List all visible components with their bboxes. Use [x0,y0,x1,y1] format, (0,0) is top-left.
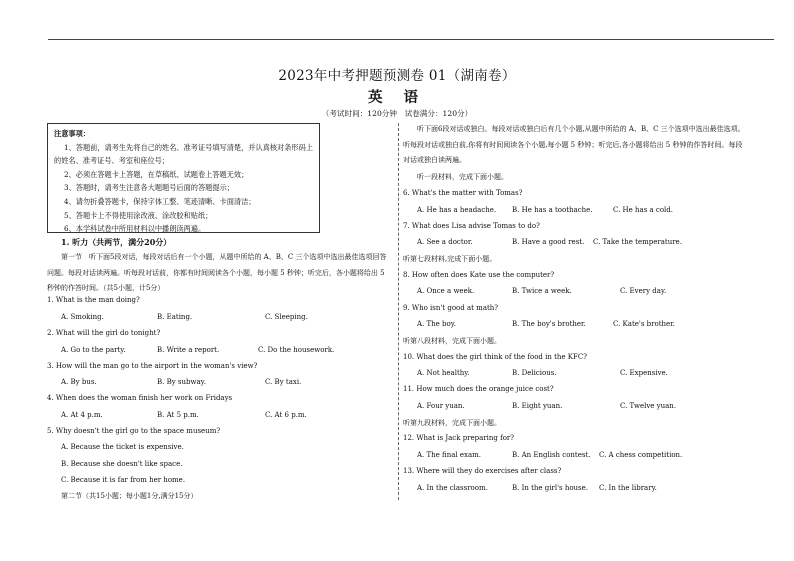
material-heading: 听第八段材料，完成下面小题。 [403,337,501,345]
question: 13. Where will they do exercises after class? [403,467,562,475]
question: 9. Who isn't good at math? [403,304,499,312]
question: 4. When does the woman finish her work on Fridays [47,394,233,402]
option-c: C. Do the housework. [258,346,335,354]
subject-title: 英 语 [367,89,427,106]
right-intro: 听下面6段对话或独白。每段对话或独白后有几个小题,从题中所给的 A、B、C 三个选项中选出最佳选项。听每段对话或独白前,你将有时间阅读各个小题,每小题 5 秒钟；听完后,各小题将给出 5 秒钟的作答时间。每段对话或独白读两遍。 [403,125,745,164]
option-c: C. Twelve yuan. [620,402,677,410]
option-c: C. Sleeping. [265,313,308,321]
notice-item: 6、本学科试卷中所用材料以中播朗读两遍。 [64,224,206,234]
page-title: 2023年中考押题预测卷 01（湖南卷） [278,68,516,84]
question: 5. Why doesn't the girl go to the space museum? [47,427,221,435]
material-heading: 听第七段材料,完成下面小题。 [403,255,497,263]
option-a: A. Because the ticket is expensive. [61,443,184,451]
option-b: B. He has a toothache. [512,206,593,214]
option-b: B. Because she doesn't like space. [61,460,183,468]
option-c: C. Expensive. [620,369,668,377]
option-a: A. By bus. [61,378,97,386]
notice-item: 1、答题前，请考生先将自己的姓名、准考证号填写清楚，并认真核对条形码上的姓名、准考证号、考室和座位号； [54,142,313,166]
option-b: B. Have a good rest. [512,238,585,246]
option-c: C. He has a cold. [613,206,674,214]
notice-item: 5、答题卡上不得使用涂改液、涂改胶和贴纸； [64,210,213,220]
option-a: A. Not healthy. [417,369,470,377]
option-a: A. Go to the party. [61,346,126,354]
question: 2. What will the girl do tonight? [47,329,161,337]
column-divider [398,123,399,500]
option-a: A. The final exam. [417,451,481,459]
option-c: C. At 6 p.m. [265,411,307,419]
option-a: A. At 4 p.m. [61,411,103,419]
option-c: C. Take the temperature. [593,238,682,246]
option-b: B. Delicious. [512,369,557,377]
notice-item: 3、答题时，请考生注意各大题题号后面的答题提示； [64,183,234,193]
option-a: A. See a doctor. [417,238,473,246]
part2-heading: 第二节（共15小题；每小题1分,满分15分） [61,492,198,500]
option-c: C. Kate's brother. [613,320,675,328]
option-b: B. Eating. [157,313,193,321]
question: 12. What is Jack preparing for? [403,434,515,442]
option-b: B. Write a report. [157,346,220,354]
option-b: B. Twice a week. [512,287,572,295]
option-b: B. In the girl's house. [512,484,589,492]
option-c: C. Because it is far from her home. [61,476,186,484]
question: 7. What does Lisa advise Tomas to do? [403,222,540,230]
option-c: C. Every day. [620,287,667,295]
material-heading: 听第九段材料，完成下面小题。 [403,419,501,427]
question: 3. How will the man go to the airport in the woman's view? [47,362,258,370]
option-a: A. He has a headache. [417,206,497,214]
option-b: B. An English contest. [512,451,591,459]
part1-intro: 第一节 听下面5段对话，每段对话后有一个小题，从题中所给的 A、B、C 三个选项中选出最佳选项回答问题。每段对话读两遍。听每段对话前，你都有时间阅读各个小题，每小题 5 秒钟；听完后，各小题将给出 5 秒钟的作答时间。（共5小题，计5分） [47,253,387,292]
notice-item: 4、请勿折叠答题卡，保持字体工整、笔迹清晰、卡面清洁； [64,196,256,206]
option-a: A. In the classroom. [417,484,488,492]
exam-info: （考试时间：120分钟 试卷满分：120分） [321,109,473,118]
option-a: A. Smoking. [61,313,104,321]
option-b: B. The boy's brother. [512,320,586,328]
section-heading: 1. 听力（共两节，满分20分） [61,237,172,247]
option-c: C. A chess competition. [599,451,683,459]
question: 8. How often does Kate use the computer? [403,271,555,279]
question: 11. How much does the orange juice cost? [403,385,554,393]
material-heading: 听一段材料，完成下面小题。 [417,173,508,181]
notice-heading: 注意事项： [54,129,90,138]
option-b: B. At 5 p.m. [157,411,199,419]
question: 10. What does the girl think of the food in the KFC? [403,353,587,361]
question: 1. What is the man doing? [47,296,140,304]
option-c: C. In the library. [599,484,657,492]
option-a: A. The boy. [417,320,456,328]
notice-item: 2、必须在答题卡上答题，在草稿纸、试题卷上答题无效； [64,169,249,179]
notice-box [47,123,320,233]
question: 6. What's the matter with Tomas? [403,189,523,197]
top-rule [48,39,774,40]
option-a: A. Once a week. [417,287,475,295]
option-b: B. Eight yuan. [512,402,563,410]
option-c: C. By taxi. [265,378,302,386]
option-b: B. By subway. [157,378,206,386]
option-a: A. Four yuan. [417,402,465,410]
